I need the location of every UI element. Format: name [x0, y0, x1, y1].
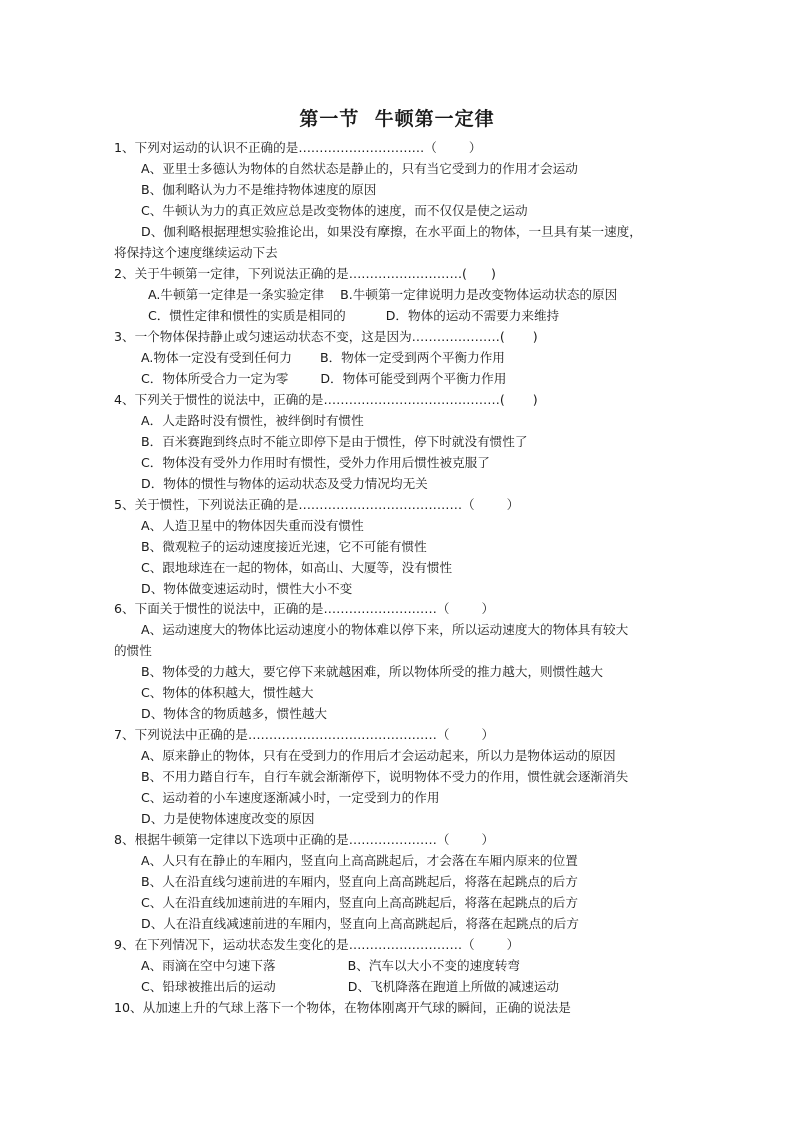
question-5-option-b: B、微观粒子的运动速度接近光速，它不可能有惯性: [141, 539, 427, 554]
question-8-option-c: C、人在沿直线加速前进的车厢内，竖直向上高高跳起后，将落在起跳点的后方: [141, 895, 578, 910]
question-1-option-c: C、牛顿认为力的真正效应总是改变物体的速度，而不仅仅是使之运动: [141, 203, 528, 218]
page-title: 第一节 牛顿第一定律: [299, 108, 495, 130]
question-8-stem: 8、根据牛顿第一定律以下选项中正确的是…………………（ ）: [114, 832, 495, 847]
question-8-option-a: A、人只有在静止的车厢内，竖直向上高高跳起后，才会落在车厢内原来的位置: [141, 853, 578, 868]
question-6-option-b: B、物体受的力越大，要它停下来就越困难，所以物体所受的推力越大，则惯性越大: [141, 664, 604, 679]
question-8-option-d: D、人在沿直线减速前进的车厢内，竖直向上高高跳起后，将落在起跳点的后方: [141, 916, 579, 931]
question-5-option-a: A、人造卫星中的物体因失重而没有惯性: [141, 518, 364, 533]
question-8-option-b: B、人在沿直线匀速前进的车厢内，竖直向上高高跳起后，将落在起跳点的后方: [141, 874, 578, 889]
question-1-option-d: D、伽利略根据理想实验推论出，如果没有摩擦，在水平面上的物体，一旦具有某一速度，: [141, 224, 642, 239]
question-9-stem: 9、在下列情况下，运动状态发生变化的是………………………（ ）: [114, 937, 520, 952]
question-3-options-cd: C．物体所受合力一定为零 D．物体可能受到两个平衡力作用: [141, 371, 507, 386]
question-7-option-d: D、力是使物体速度改变的原因: [141, 811, 315, 826]
question-7-option-c: C、运动着的小车速度逐渐减小时，一定受到力的作用: [141, 790, 440, 805]
question-5-option-c: C、跟地球连在一起的物体，如高山、大厦等，没有惯性: [141, 560, 453, 575]
question-1-option-d-continued: 将保持这个速度继续运动下去: [114, 245, 278, 260]
question-2-options-cd: C．惯性定律和惯性的实质是相同的 D．物体的运动不需要力来维持: [148, 308, 560, 323]
question-5-stem: 5、关于惯性，下列说法正确的是…………………………………（ ）: [114, 497, 520, 512]
question-9-options-ab: A、雨滴在空中匀速下落 B、汽车以大小不变的速度转弯: [141, 958, 520, 973]
question-6-option-a-continued: 的惯性: [114, 643, 152, 658]
question-2-stem: 2、关于牛顿第一定律，下列说法正确的是………………………( ): [114, 266, 496, 281]
question-7-stem: 7、下列说法中正确的是………………………………………（ ）: [114, 727, 495, 742]
question-6-option-a: A、运动速度大的物体比运动速度小的物体难以停下来，所以运动速度大的物体具有较大: [141, 622, 629, 637]
question-6-option-d: D、物体含的物质越多，惯性越大: [141, 706, 328, 721]
question-7-option-a: A、原来静止的物体，只有在受到力的作用后才会运动起来，所以力是物体运动的原因: [141, 748, 616, 763]
question-10-stem: 10、从加速上升的气球上落下一个物体，在物体刚离开气球的瞬间，正确的说法是: [114, 1000, 571, 1015]
question-1-option-b: B、伽利略认为力不是维持物体速度的原因: [141, 182, 377, 197]
question-6-option-c: C、物体的体积越大，惯性越大: [141, 685, 314, 700]
question-9-options-cd: C、铅球被推出后的运动 D、飞机降落在跑道上所做的减速运动: [141, 979, 559, 994]
question-6-stem: 6、下面关于惯性的说法中，正确的是………………………（ ）: [114, 601, 495, 616]
question-4-option-c: C．物体没有受外力作用时有惯性，受外力作用后惯性被克服了: [141, 455, 490, 470]
question-1-option-a: A、亚里士多德认为物体的自然状态是静止的，只有当它受到力的作用才会运动: [141, 161, 578, 176]
question-4-option-b: B．百米赛跑到终点时不能立即停下是由于惯性，停下时就没有惯性了: [141, 434, 528, 449]
question-4-stem: 4、下列关于惯性的说法中，正确的是……………………………………( ): [114, 392, 538, 407]
question-3-options-ab: A.物体一定没有受到任何力 B．物体一定受到两个平衡力作用: [141, 350, 505, 365]
question-3-stem: 3、一个物体保持静止或匀速运动状态不变，这是因为…………………( ): [114, 329, 538, 344]
question-5-option-d: D、物体做变速运动时，惯性大小不变: [141, 581, 353, 596]
question-4-option-a: A．人走路时没有惯性，被绊倒时有惯性: [141, 413, 364, 428]
question-7-option-b: B、不用力踏自行车，自行车就会渐渐停下，说明物体不受力的作用，惯性就会逐渐消失: [141, 769, 629, 784]
question-1-stem: 1、下列对运动的认识不正确的是…………………………（ ）: [114, 140, 482, 155]
question-2-options-ab: A.牛顿第一定律是一条实验定律 B.牛顿第一定律说明力是改变物体运动状态的原因: [148, 287, 618, 302]
question-4-option-d: D．物体的惯性与物体的运动状态及受力情况均无关: [141, 476, 428, 491]
